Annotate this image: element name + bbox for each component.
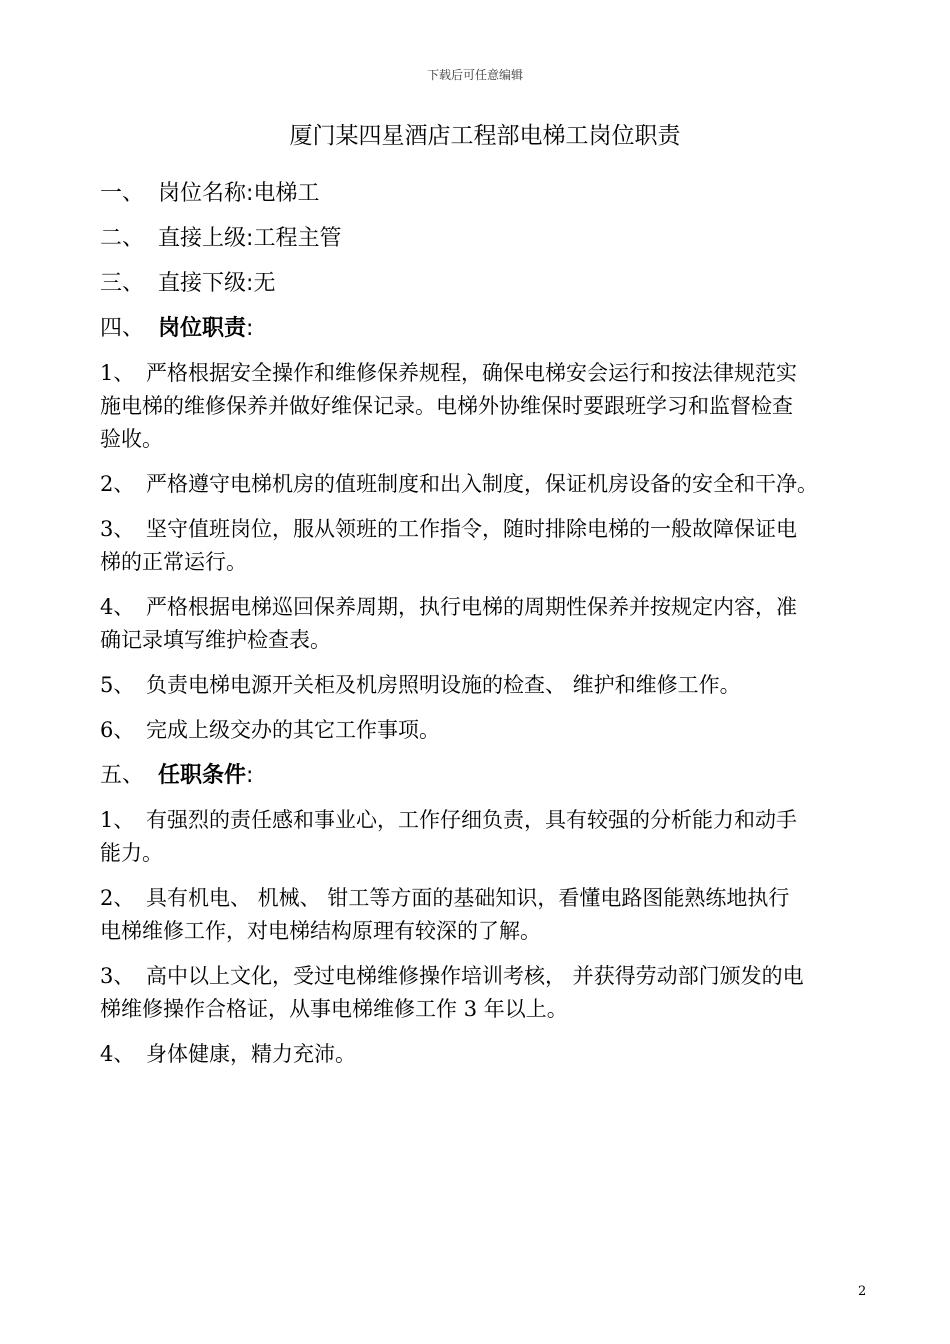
section-number: 四、 <box>100 316 145 341</box>
document-body <box>100 177 870 1083</box>
item-text-line: 完成上级交办的其它工作事项。 <box>146 718 440 742</box>
duty-item-6 <box>100 714 870 747</box>
item-text-line: 电梯维修工作，对电梯结构原理有较深的了解。 <box>100 919 541 943</box>
item-number: 3、 <box>100 964 135 988</box>
section-number: 三、 <box>100 271 145 296</box>
section-label: 岗位名称 <box>158 181 247 206</box>
section-colon: : <box>246 763 254 788</box>
item-text-line: 年以上。 <box>477 997 568 1021</box>
section-direct-subordinate <box>100 267 870 300</box>
section-label: 直接下级 <box>158 271 247 296</box>
item-number: 2、 <box>100 886 135 910</box>
item-text-line: 严格根据电梯巡回保养周期，执行电梯的周期性保养并按规定内容，准 <box>146 595 797 619</box>
item-text-line: 确记录填写维护检查表。 <box>100 628 331 652</box>
section-label: 直接上级 <box>158 226 247 251</box>
item-text-line: 严格根据安全操作和维修保养规程，确保电梯安会运行和按法律规范实 <box>146 361 797 385</box>
section-duties-heading <box>100 312 870 345</box>
section-value: 无 <box>253 271 276 296</box>
header-note: 下载后可任意编辑 <box>426 68 523 82</box>
section-colon: : <box>246 226 254 251</box>
section-value: 电梯工 <box>253 181 320 206</box>
item-text-line: 验收。 <box>100 427 163 451</box>
requirement-item-2 <box>100 882 870 948</box>
section-label: 岗位职责 <box>158 316 247 341</box>
section-position-name <box>100 177 870 210</box>
item-text-line: 严格遵守电梯机房的值班制度和出入制度，保证机房设备的安全和干净。 <box>146 472 818 496</box>
page-title: 厦门某四星酒店工程部电梯工岗位职责 <box>289 123 681 149</box>
section-colon: : <box>246 316 254 341</box>
section-colon: : <box>246 181 254 206</box>
duty-item-5 <box>100 669 870 702</box>
section-number: 五、 <box>100 763 145 788</box>
section-number: 二、 <box>100 226 145 251</box>
section-colon: : <box>246 271 254 296</box>
item-text-line: 负责电梯电源开关柜及机房照明设施的检查、 维护和维修工作。 <box>146 673 741 697</box>
duty-item-1 <box>100 357 870 456</box>
item-number: 3、 <box>100 517 135 541</box>
section-label: 任职条件 <box>158 763 247 788</box>
item-text-line: 身体健康，精力充沛。 <box>146 1042 356 1066</box>
item-text-line: 有强烈的责任感和事业心，工作仔细负责，具有较强的分析能力和动手 <box>146 808 797 832</box>
item-text-line: 施电梯的维修保养并做好维保记录。电梯外协维保时要跟班学习和监督检查 <box>100 394 793 418</box>
requirement-item-1 <box>100 804 870 870</box>
section-requirements-heading <box>100 759 870 792</box>
section-value: 工程主管 <box>253 226 342 251</box>
duty-item-3 <box>100 513 870 579</box>
item-number: 5、 <box>100 673 135 697</box>
requirement-item-3 <box>100 960 870 1026</box>
years-value: 3 <box>463 997 478 1021</box>
item-number: 1、 <box>100 808 135 832</box>
page-number: 2 <box>858 1284 867 1299</box>
item-text-line: 能力。 <box>100 841 163 865</box>
item-number: 4、 <box>100 595 135 619</box>
section-number: 一、 <box>100 181 145 206</box>
item-text-line: 坚守值班岗位，服从领班的工作指令，随时排除电梯的一般故障保证电 <box>146 517 797 541</box>
item-number: 2、 <box>100 472 135 496</box>
item-number: 1、 <box>100 361 135 385</box>
item-text-line: 梯维修操作合格证，从事电梯维修工作 <box>100 997 464 1021</box>
item-text-line: 具有机电、 机械、 钳工等方面的基础知识，看懂电路图能熟练地执行 <box>146 886 790 910</box>
item-number: 6、 <box>100 718 135 742</box>
requirement-item-4 <box>100 1038 870 1071</box>
item-number: 4、 <box>100 1042 135 1066</box>
duty-item-2 <box>100 468 870 501</box>
item-text-line: 梯的正常运行。 <box>100 550 247 574</box>
item-text-line: 高中以上文化，受过电梯维修操作培训考核， 并获得劳动部门颁发的电 <box>146 964 804 988</box>
section-direct-superior <box>100 222 870 255</box>
duty-item-4 <box>100 591 870 657</box>
